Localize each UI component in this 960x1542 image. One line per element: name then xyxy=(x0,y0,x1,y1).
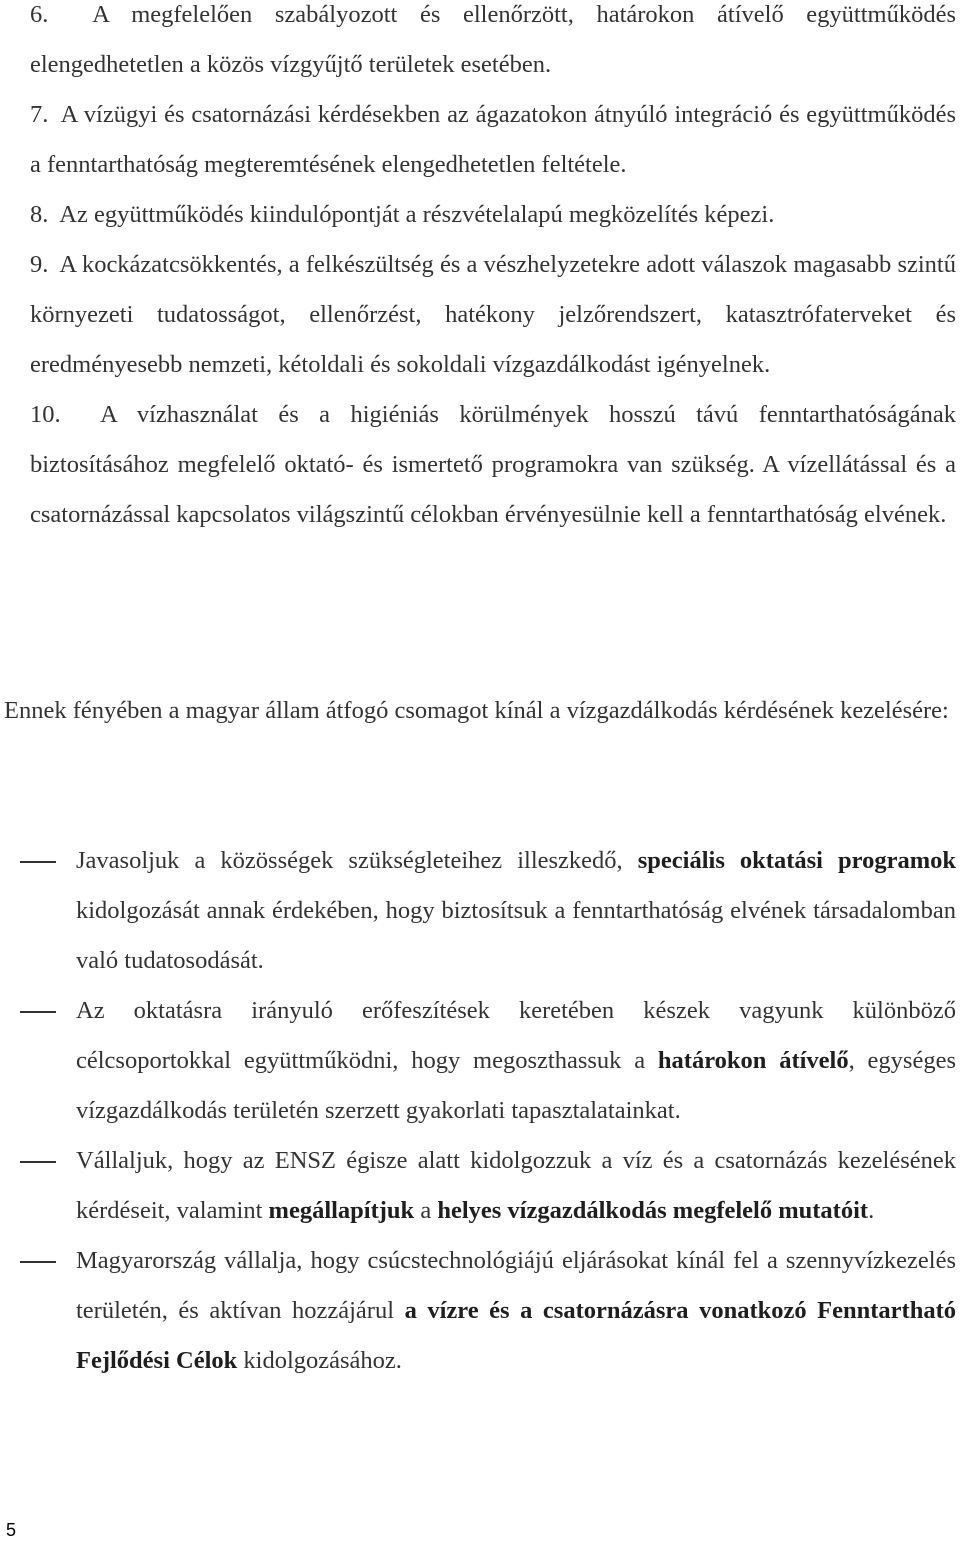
item-text: kidolgozását annak érdekében, hogy biztosítsuk a fenntarthatóság elvének társadalomban való tudatosodását. xyxy=(76,897,956,974)
list-item xyxy=(30,390,956,540)
dash-list-item xyxy=(18,836,956,986)
item-text: kidolgozásához. xyxy=(237,1347,402,1374)
dash-list-item xyxy=(18,1136,956,1236)
dash-list-item xyxy=(18,986,956,1136)
bold-text: helyes vízgazdálkodás megfelelő mutatóit xyxy=(437,1197,869,1224)
page-number: 5 xyxy=(6,1520,17,1540)
item-number: 7. xyxy=(30,101,49,128)
bold-text: a vízre és a csatornázásra vonatkozó Fenntartható Fejlődési Célok xyxy=(76,1297,956,1374)
dash-list-item xyxy=(18,1236,956,1386)
item-text: Az oktatásra irányuló erőfeszítések keretében készek vagyunk különböző célcsoportokkal együttműködni, hogy megoszthassuk a xyxy=(76,997,956,1074)
list-item xyxy=(30,90,956,190)
item-text: A vízügyi és csatornázási kérdésekben az ágazatokon átnyúló integráció és együttműködés a fenntarthatóság megteremtésének elengedhetetlen feltétele. xyxy=(30,101,957,178)
item-text: A kockázatcsökkentés, a felkészültség és a vészhelyzetekre adott válaszok magasabb szintű környezeti tudatosságot, ellenőrzést, hatékony jelzőrendszert, katasztrófaterveket és eredményesebb nemzeti, kétoldali és sokoldali vízgazdálkodást igényelnek. xyxy=(30,251,956,378)
intro-paragraph: Ennek fényében a magyar állam átfogó csomagot kínál a vízgazdálkodás kérdésének kezelésére: xyxy=(4,697,949,724)
item-text: A vízhasználat és a higiéniás körülmények hosszú távú fenntarthatóságának biztosításához megfelelő oktató- és ismertető programokra van szükség. A vízellátással és a csatornázással kapcsolatos világszintű célokban érvényesülnie kell a fenntarthatóság elvének. xyxy=(30,401,956,528)
list-item xyxy=(30,240,956,390)
item-text: , egységes vízgazdálkodás területén szerzett gyakorlati tapasztalatainkat. xyxy=(76,1047,956,1124)
item-text: Javasoljuk a közösségek szükségleteihez illeszkedő, xyxy=(76,847,638,874)
item-text: a xyxy=(414,1197,438,1224)
item-number: 6. xyxy=(30,1,49,28)
item-text: Magyarország vállalja, hogy csúcstechnológiájú eljárásokat kínál fel a szennyvízkezelés területén, és aktívan hozzájárul xyxy=(76,1247,956,1324)
bold-text: határokon átívelő xyxy=(657,1047,849,1074)
item-text: . xyxy=(868,1197,875,1224)
list-item xyxy=(30,190,956,240)
item-text: Az együttműködés kiindulópontját a részvételalapú megközelítés képezi. xyxy=(59,201,775,228)
item-text: A megfelelően szabályozott és ellenőrzött, határokon átívelő együttműködés elengedhetetlen a közös vízgyűjtő területek esetében. xyxy=(30,1,957,78)
item-number: 8. xyxy=(30,201,49,228)
bold-text: speciális oktatási programok xyxy=(637,847,956,874)
dash-list xyxy=(18,836,956,1386)
item-text: Vállaljuk, hogy az ENSZ égisze alatt kidolgozzuk a víz és a csatornázás kezelésének kérdéseit, valamint xyxy=(76,1147,956,1224)
numbered-list xyxy=(30,0,956,540)
list-item xyxy=(30,0,956,90)
item-number: 10. xyxy=(30,401,61,428)
bold-text: megállapítjuk xyxy=(268,1197,415,1224)
item-number: 9. xyxy=(30,251,49,278)
